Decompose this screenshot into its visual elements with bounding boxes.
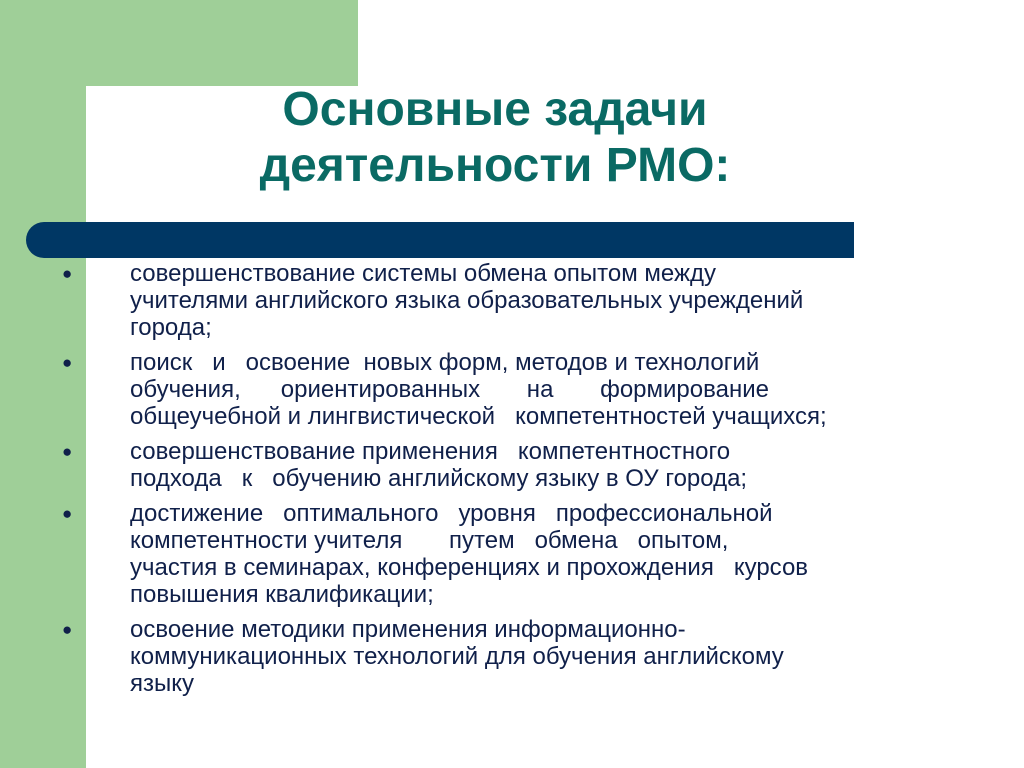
bullet-line: совершенствование системы обмена опытом между [130, 260, 717, 287]
bullet-dot-icon: ● [62, 353, 73, 372]
bullet-dot-icon: ● [62, 442, 73, 461]
bullet-text-3 [130, 438, 970, 492]
bullet-text-1 [130, 260, 970, 341]
bullet-item-3 [0, 438, 1024, 492]
bullet-list [0, 260, 1024, 705]
bullet-dot-icon: ● [62, 264, 73, 283]
bullet-line: повышения квалификации; [130, 581, 434, 608]
slide-title-line-1: Основные задачи [282, 83, 708, 136]
bullet-line: учителями английского языка образовательных учреждений [130, 287, 804, 314]
bullet-line: коммуникационных технологий для обучения английскому [130, 643, 784, 670]
bullet-line: поиск и освоение новых форм, методов и технологий [130, 349, 760, 376]
bullet-line: общеучебной и лингвистической компетентностей учащихся; [130, 403, 827, 430]
bullet-text-2 [130, 349, 970, 430]
slide-title-line-2: деятельности РМО: [259, 139, 731, 192]
bullet-line: участия в семинарах, конференциях и прохождения курсов [130, 554, 809, 581]
bullet-item-5 [0, 616, 1024, 697]
slide-title [150, 82, 840, 194]
bullet-text-5 [130, 616, 970, 697]
bullet-item-4 [0, 500, 1024, 608]
bullet-line: компетентности учителя путем обмена опытом, [130, 527, 729, 554]
bullet-text-4 [130, 500, 970, 608]
bullet-line: достижение оптимального уровня профессиональной [130, 500, 773, 527]
bullet-line: освоение методики применения информационно- [130, 616, 686, 643]
bullet-line: подхода к обучению английскому языку в ОУ города; [130, 465, 748, 492]
bullet-item-2 [0, 349, 1024, 430]
bullet-dot-icon: ● [62, 504, 73, 523]
green-top-band [0, 0, 358, 86]
bullet-line: города; [130, 314, 212, 341]
bullet-line: обучения, ориентированных на формирование [130, 376, 769, 403]
bullet-line: совершенствование применения компетентностного [130, 438, 731, 465]
bullet-line: языку [130, 670, 195, 697]
title-divider-bar [26, 222, 854, 258]
bullet-dot-icon: ● [62, 620, 73, 639]
bullet-item-1 [0, 260, 1024, 341]
